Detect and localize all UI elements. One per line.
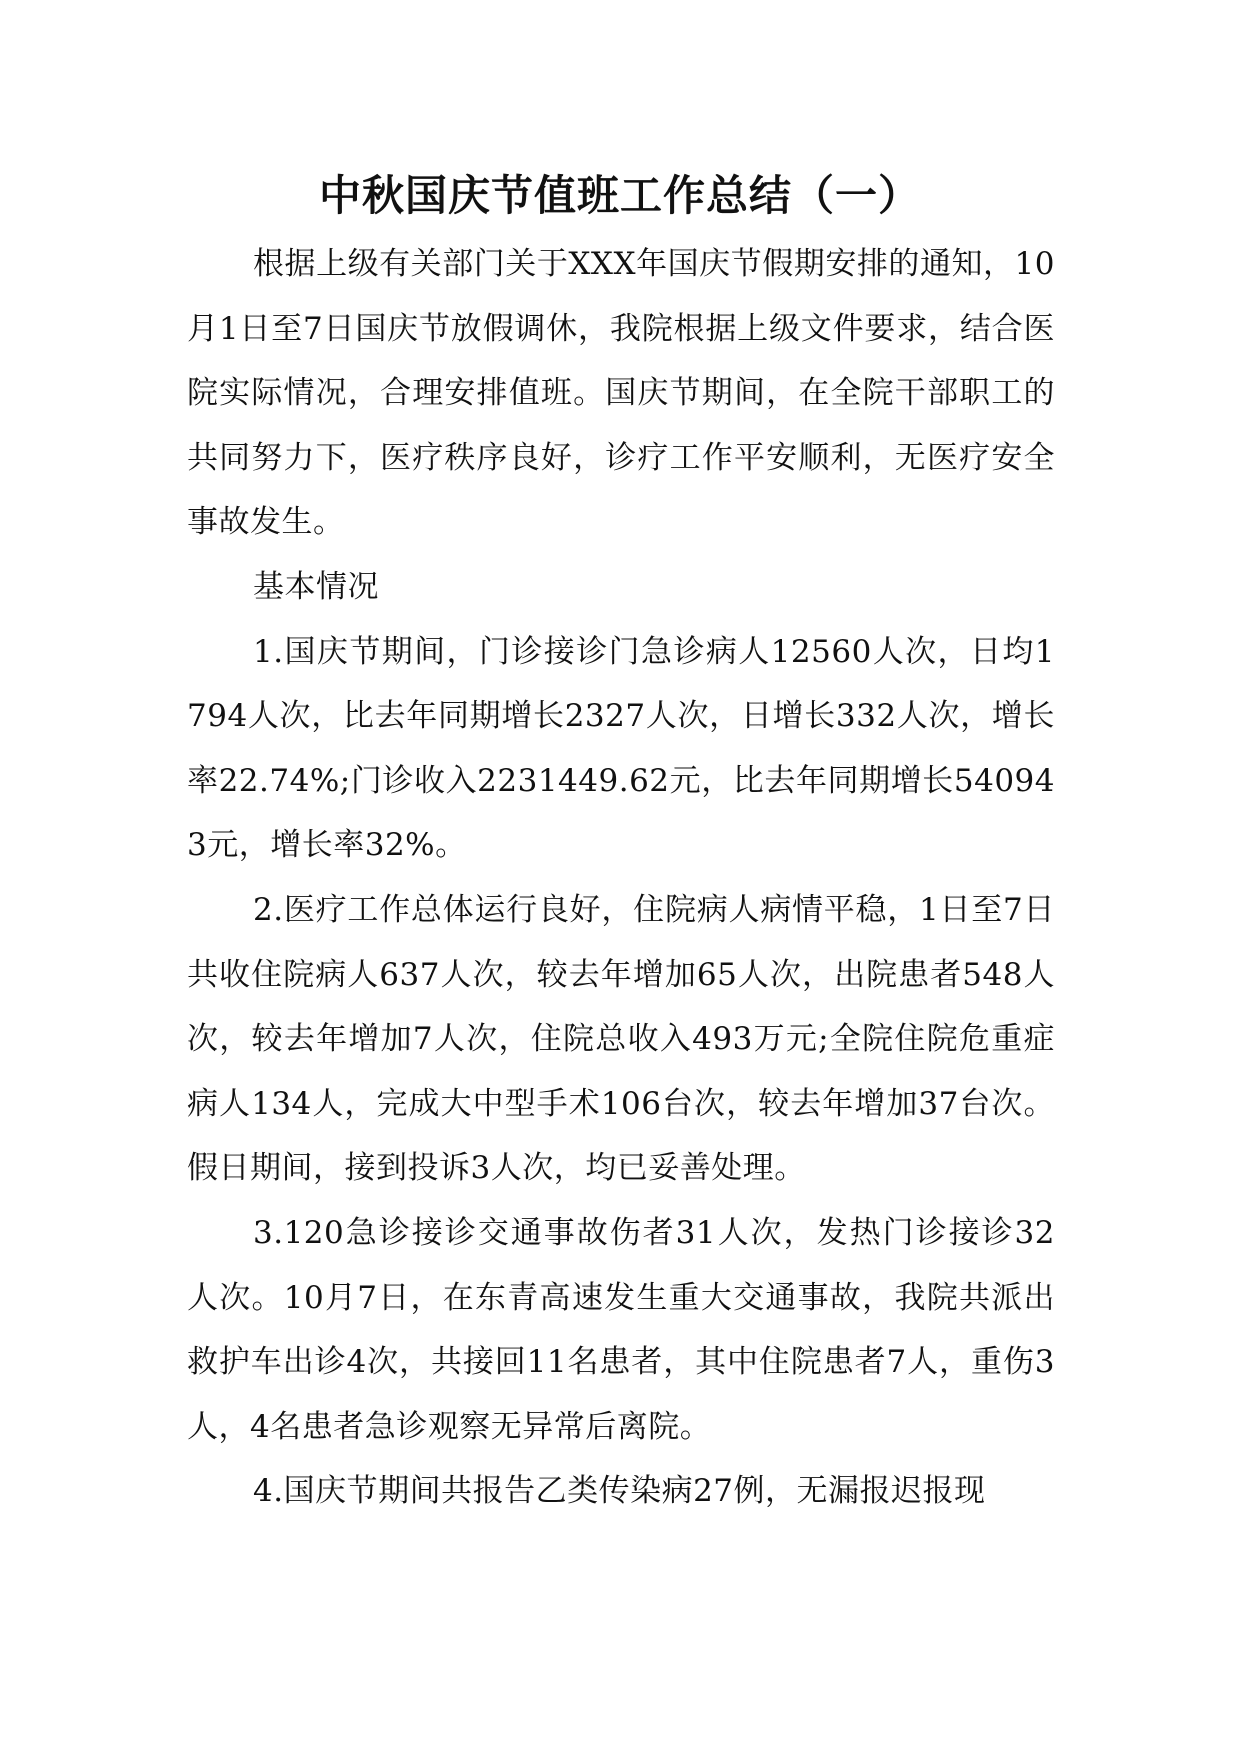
- paragraph-item-2: 2.医疗工作总体运行良好，住院病人病情平稳，1日至7日共收住院病人637人次，较去年增加65人次，出院患者548人次，较去年增加7人次，住院总收入493万元;全院住院危重症病人134人，完成大中型手术106台次，较去年增加37台次。假日期间，接到投诉3人次，均已妥善处理。: [187, 891, 1055, 1187]
- paragraph-item-3: 3.120急诊接诊交通事故伤者31人次，发热门诊接诊32人次。10月7日，在东青高速发生重大交通事故，我院共派出救护车出诊4次，共接回11名患者，其中住院患者7人，重伤3人，4名患者急诊观察无异常后离院。: [187, 1214, 1055, 1445]
- paragraph-item-1: 1.国庆节期间，门诊接诊门急诊病人12560人次，日均1794人次，比去年同期增长2327人次，日增长332人次，增长率22.74%;门诊收入2231449.62元，比去年同期增长540943元，增长率32%。: [187, 633, 1055, 864]
- paragraph-item-4: 4.国庆节期间共报告乙类传染病27例，无漏报迟报现: [253, 1473, 986, 1510]
- document-title: 中秋国庆节值班工作总结（一）: [318, 171, 921, 220]
- document-body: [187, 232, 1055, 1524]
- paragraph-intro: 根据上级有关部门关于XXX年国庆节假期安排的通知，10月1日至7日国庆节放假调休，我院根据上级文件要求，结合医院实际情况，合理安排值班。国庆节期间，在全院干部职工的共同努力下，医疗秩序良好，诊疗工作平安顺利，无医疗安全事故发生。: [187, 246, 1055, 541]
- section-heading-basic-situation: 基本情况: [253, 568, 379, 605]
